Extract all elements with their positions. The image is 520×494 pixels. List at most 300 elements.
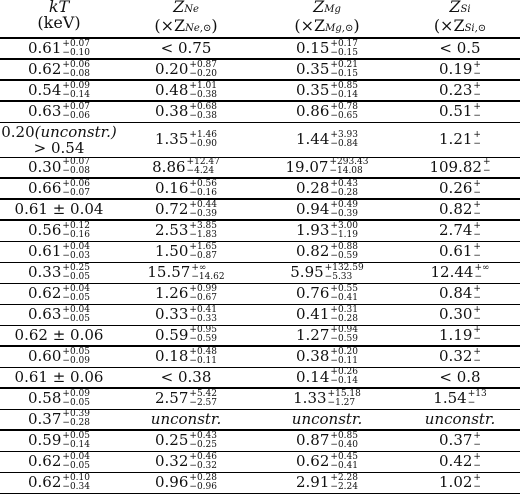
error-bounds	[330, 201, 358, 219]
lower-error: −	[474, 271, 482, 282]
lower-error: −0.90	[189, 138, 217, 149]
error-bounds	[189, 222, 217, 240]
cell-value: 12.44	[430, 263, 474, 281]
lower-error: −0.32	[189, 460, 217, 471]
error-bounds	[191, 264, 224, 282]
lower-error: −0.28	[330, 313, 358, 324]
cell-value: 0.15	[296, 39, 330, 57]
upper-error: +0.09	[62, 388, 90, 399]
error-bounds	[62, 390, 90, 408]
error-bounds	[473, 432, 481, 450]
lower-error: −0.05	[62, 271, 90, 282]
error-bounds	[189, 432, 217, 450]
error-bounds	[62, 264, 90, 282]
lower-error: −0.03	[62, 250, 90, 261]
upper-error: +	[473, 325, 481, 336]
error-bounds	[189, 103, 217, 121]
lower-error: −0.14	[330, 89, 358, 100]
error-bounds	[62, 453, 90, 471]
lower-error: −	[473, 138, 481, 149]
cell-mg	[254, 157, 400, 178]
upper-error: +0.88	[330, 241, 358, 252]
cell-mg	[254, 262, 400, 283]
cell-value: 0.61	[28, 39, 62, 57]
cell-si	[400, 122, 520, 157]
lower-error: −	[467, 397, 476, 408]
cell-kt	[0, 80, 118, 101]
upper-error: +	[473, 472, 481, 483]
table-row	[0, 178, 520, 199]
cell-ne	[118, 409, 254, 430]
cell-value: 0.48	[155, 81, 189, 99]
table-row	[0, 122, 520, 157]
cell-mg	[254, 472, 400, 493]
upper-error: +0.49	[330, 199, 358, 210]
lower-error: −0.59	[330, 334, 358, 345]
cell-value: 1.50	[155, 242, 189, 260]
cell-value: 1.35	[155, 130, 189, 148]
cell-value: 0.62	[28, 473, 62, 491]
cell-ne	[118, 101, 254, 122]
cell-ne	[118, 199, 254, 220]
cell-value: 0.14	[296, 367, 330, 386]
upper-error: +12.47	[186, 157, 220, 168]
cell-mg	[254, 346, 400, 367]
upper-error: +0.68	[189, 101, 217, 112]
cell-value: unconstr.	[150, 410, 222, 428]
table-row	[0, 59, 520, 80]
upper-error: +0.45	[330, 451, 358, 462]
cell-value: 0.41	[296, 305, 330, 323]
cell-ne	[118, 388, 254, 409]
error-bounds	[189, 390, 217, 408]
upper-error: +0.99	[189, 283, 217, 294]
cell-value: 0.58	[28, 389, 62, 408]
upper-error: +0.95	[189, 325, 217, 336]
cell-value: 2.53	[155, 221, 189, 240]
cell-value: 15.57	[147, 263, 191, 281]
cell-mg	[254, 283, 400, 304]
cell-ne	[118, 241, 254, 262]
lower-error: −	[473, 334, 481, 345]
cell-value: 0.61 ± 0.04	[14, 200, 104, 219]
cell-ne	[118, 157, 254, 178]
lower-error: −0.07	[62, 187, 90, 198]
lower-error: −	[473, 110, 481, 121]
cell-value: 0.33	[28, 263, 62, 281]
lower-error: −	[473, 250, 481, 261]
upper-error: +0.85	[330, 80, 358, 91]
upper-error: +0.43	[189, 430, 217, 441]
cell-kt	[0, 262, 118, 283]
cell-note: (unconstr.)	[34, 123, 117, 141]
lower-error: −0.05	[62, 292, 90, 303]
cell-value: 0.62 ± 0.06	[14, 326, 104, 344]
error-bounds	[473, 453, 481, 471]
error-bounds	[330, 432, 358, 450]
lower-error: −0.84	[330, 138, 358, 149]
cell-si	[400, 38, 520, 59]
cell-value: 0.20	[155, 60, 189, 78]
upper-error: +0.43	[330, 178, 358, 189]
upper-error: +0.39	[62, 409, 90, 420]
cell-mg	[254, 80, 400, 101]
cell-value: 0.59	[155, 325, 189, 344]
cell-kt	[0, 388, 118, 409]
upper-error: +0.87	[189, 59, 217, 70]
upper-error: +0.28	[189, 472, 217, 483]
cell-value: 1.26	[155, 284, 189, 302]
cell-ne	[118, 262, 254, 283]
lower-error: −4.24	[186, 166, 215, 177]
lower-error: −0.16	[62, 229, 90, 240]
cell-value: < 0.8	[439, 368, 481, 386]
cell-mg	[254, 409, 400, 430]
table-row	[0, 304, 520, 325]
error-bounds	[330, 285, 358, 303]
header-zsi-sub: Si	[460, 4, 471, 15]
table-row	[0, 283, 520, 304]
cell-value: 0.60	[28, 347, 62, 366]
error-bounds	[62, 474, 90, 492]
error-bounds	[62, 222, 90, 240]
cell-kt	[0, 451, 118, 472]
cell-value: 0.62	[28, 284, 62, 302]
upper-error: +0.04	[62, 241, 90, 252]
error-bounds	[189, 306, 217, 324]
lower-error: −0.28	[62, 418, 90, 429]
cell-ne	[118, 38, 254, 59]
table-row	[0, 241, 520, 262]
cell-ne	[118, 451, 254, 472]
lower-error: −0.59	[330, 250, 358, 261]
upper-error: +0.26	[330, 367, 358, 378]
cell-value: 0.51	[439, 102, 473, 121]
error-bounds	[473, 474, 481, 492]
upper-error: +0.94	[330, 325, 358, 336]
cell-mg	[254, 304, 400, 325]
error-bounds	[330, 243, 358, 261]
upper-error: +∞	[191, 262, 207, 273]
upper-error: +0.10	[62, 472, 90, 483]
cell-ne	[118, 367, 254, 388]
lower-error: −0.65	[330, 110, 358, 121]
cell-value: 0.62	[28, 452, 62, 470]
cell-si	[400, 59, 520, 80]
table-row	[0, 409, 520, 430]
lower-error: −0.38	[189, 89, 217, 100]
cell-kt	[0, 472, 118, 493]
table-row	[0, 157, 520, 178]
cell-value: unconstr.	[424, 410, 496, 428]
cell-value: 0.61	[439, 242, 473, 260]
cell-kt	[0, 409, 118, 430]
cell-value: 0.37	[439, 431, 473, 450]
cell-value: 0.61 ± 0.06	[14, 368, 104, 386]
upper-error: +	[473, 451, 481, 462]
lower-error: −5.33	[324, 271, 353, 282]
cell-value: 0.28	[296, 179, 330, 197]
error-bounds	[473, 180, 481, 198]
cell-mg	[254, 430, 400, 451]
cell-value: 0.23	[439, 81, 473, 99]
cell-kt	[0, 199, 118, 220]
lower-error: −0.41	[330, 460, 358, 471]
cell-ne	[118, 122, 254, 157]
cell-ne	[118, 346, 254, 367]
error-bounds	[473, 243, 481, 261]
cell-value: 0.62	[28, 60, 62, 78]
lower-error: −0.59	[189, 334, 217, 345]
upper-error: +	[473, 199, 481, 210]
lower-error: −0.11	[189, 355, 217, 366]
upper-error: +0.07	[62, 157, 90, 168]
upper-error: +1.65	[189, 241, 217, 252]
cell-value: 0.26	[439, 179, 473, 197]
error-bounds	[189, 285, 217, 303]
lower-error: −0.20	[189, 68, 217, 79]
table-body	[0, 38, 520, 493]
upper-error: +0.04	[62, 283, 90, 294]
cell-value: 0.32	[439, 347, 473, 366]
error-bounds	[62, 180, 90, 198]
cell-value: 0.72	[155, 200, 189, 218]
error-bounds	[468, 390, 487, 408]
error-bounds	[187, 158, 220, 176]
cell-mg	[254, 178, 400, 199]
upper-error: +0.07	[62, 38, 90, 49]
table-row	[0, 367, 520, 388]
error-bounds	[473, 61, 481, 79]
lower-error: −	[473, 89, 481, 100]
cell-kt	[0, 59, 118, 80]
upper-error: +0.06	[62, 178, 90, 189]
upper-error: +	[473, 101, 481, 112]
lower-error: −0.67	[189, 292, 217, 303]
lower-error: −14.62	[191, 271, 225, 282]
cell-si	[400, 178, 520, 199]
error-bounds	[483, 158, 491, 176]
lower-error: −0.33	[189, 313, 217, 324]
error-bounds	[330, 103, 358, 121]
cell-kt	[0, 367, 118, 388]
table-row	[0, 451, 520, 472]
upper-error: +0.56	[189, 178, 217, 189]
cell-mg	[254, 199, 400, 220]
cell-si	[400, 262, 520, 283]
cell-value: 0.82	[296, 242, 330, 260]
cell-si	[400, 451, 520, 472]
upper-error: +	[473, 430, 481, 441]
cell-ne	[118, 304, 254, 325]
upper-error: +5.42	[189, 388, 217, 399]
header-zne: ZNe (×ZNe,⊙)	[154, 0, 218, 35]
error-bounds	[189, 61, 217, 79]
cell-value: 5.95	[290, 263, 324, 281]
lower-error: −1.19	[330, 229, 358, 240]
cell-value: 0.42	[439, 452, 473, 470]
cell-kt	[0, 283, 118, 304]
cell-value: 19.07	[285, 157, 329, 176]
cell-value: 0.54	[28, 81, 62, 99]
cell-ne	[118, 80, 254, 101]
lower-error: −0.14	[330, 376, 358, 387]
lower-error: −0.87	[189, 250, 217, 261]
cell-si	[400, 241, 520, 262]
upper-error: +0.25	[62, 262, 90, 273]
error-bounds	[189, 474, 217, 492]
cell-value: < 0.75	[160, 39, 212, 58]
table-row	[0, 472, 520, 493]
cell-value: 0.19	[439, 60, 473, 78]
error-bounds	[189, 201, 217, 219]
error-bounds	[330, 348, 358, 366]
cell-value: 0.20	[1, 123, 35, 141]
cell-kt	[0, 178, 118, 199]
error-bounds	[62, 40, 90, 58]
cell-value: 0.63	[28, 305, 62, 323]
lower-error: −1.83	[189, 229, 217, 240]
cell-ne	[118, 472, 254, 493]
cell-si	[400, 346, 520, 367]
cell-value: 1.44	[296, 130, 330, 148]
cell-ne	[118, 283, 254, 304]
cell-second-line: > 0.54	[33, 139, 85, 157]
lower-error: −0.96	[189, 481, 217, 492]
cell-value: 0.25	[155, 431, 189, 450]
upper-error: +	[473, 59, 481, 70]
cell-value: 0.87	[296, 431, 330, 450]
header-zmg: ZMg (×ZMg,⊙)	[294, 0, 360, 35]
cell-value: 0.82	[439, 200, 473, 218]
error-bounds	[330, 474, 358, 492]
upper-error: +132.59	[324, 262, 364, 273]
cell-value: 1.54	[433, 389, 467, 408]
upper-error: +	[473, 178, 481, 189]
upper-error: +	[473, 80, 481, 91]
upper-error: +15.18	[327, 388, 361, 399]
upper-error: +0.31	[330, 304, 358, 315]
lower-error: −	[473, 68, 481, 79]
error-bounds	[473, 82, 481, 100]
lower-error: −14.08	[329, 166, 363, 177]
lower-error: −0.05	[62, 313, 90, 324]
cell-kt	[0, 430, 118, 451]
lower-error: −0.15	[330, 68, 358, 79]
cell-si	[400, 430, 520, 451]
error-bounds	[189, 131, 217, 149]
cell-value: 1.21	[439, 130, 473, 148]
upper-error: +3.93	[330, 129, 358, 140]
lower-error: −0.11	[330, 355, 358, 366]
cell-value: 0.35	[296, 81, 330, 99]
lower-error: −0.05	[62, 397, 90, 408]
lower-error: −	[473, 229, 481, 240]
cell-kt	[0, 241, 118, 262]
upper-error: +3.85	[189, 220, 217, 231]
cell-si	[400, 220, 520, 241]
lower-error: −0.25	[189, 439, 217, 450]
upper-error: +0.05	[62, 346, 90, 357]
lower-error: −	[473, 355, 481, 366]
upper-error: +0.55	[330, 283, 358, 294]
lower-error: −0.08	[62, 166, 90, 177]
cell-ne	[118, 220, 254, 241]
cell-value: 0.84	[439, 284, 473, 302]
lower-error: −2.57	[189, 397, 217, 408]
lower-error: −0.39	[330, 208, 358, 219]
lower-error: −	[473, 313, 481, 324]
cell-value: unconstr.	[291, 410, 363, 428]
table-header	[0, 0, 520, 38]
error-bounds	[62, 432, 90, 450]
error-bounds	[62, 158, 90, 176]
lower-error: −0.39	[189, 208, 217, 219]
cell-value: 0.37	[28, 409, 62, 428]
error-bounds	[189, 180, 217, 198]
cell-ne	[118, 59, 254, 80]
error-bounds	[473, 326, 481, 344]
lower-error: −0.14	[62, 89, 90, 100]
cell-value: 0.38	[155, 102, 189, 121]
header-zmg-sub: Mg	[324, 4, 341, 15]
cell-value: 0.33	[155, 305, 189, 323]
cell-value: 0.30	[439, 305, 473, 323]
upper-error: +	[473, 241, 481, 252]
cell-kt	[0, 157, 118, 178]
upper-error: +	[473, 220, 481, 231]
upper-error: +∞	[474, 262, 490, 273]
error-bounds	[330, 131, 358, 149]
lower-error: −	[473, 187, 481, 198]
upper-error: +	[473, 283, 481, 294]
upper-error: +	[473, 129, 481, 140]
cell-value: 0.38	[296, 347, 330, 366]
upper-error: +1.01	[189, 80, 217, 91]
cell-kt	[0, 346, 118, 367]
error-bounds	[328, 390, 361, 408]
lower-error: −0.10	[62, 47, 90, 58]
error-bounds	[330, 82, 358, 100]
cell-value: 0.86	[296, 102, 330, 121]
upper-error: +0.41	[189, 304, 217, 315]
lower-error: −0.15	[330, 47, 358, 58]
upper-error: +0.46	[189, 451, 217, 462]
upper-error: +0.05	[62, 430, 90, 441]
cell-value: 0.66	[28, 179, 62, 197]
error-bounds	[62, 61, 90, 79]
cell-value: 0.18	[155, 347, 189, 366]
cell-value: < 0.5	[439, 39, 481, 58]
error-bounds	[189, 82, 217, 100]
table-row	[0, 346, 520, 367]
error-bounds	[62, 348, 90, 366]
lower-error: −	[473, 292, 481, 303]
lower-error: −1.27	[327, 397, 356, 408]
cell-mg	[254, 325, 400, 346]
cell-mg	[254, 59, 400, 80]
table-row	[0, 388, 520, 409]
error-bounds	[189, 243, 217, 261]
table-row	[0, 325, 520, 346]
error-bounds	[330, 306, 358, 324]
upper-error: +0.48	[189, 346, 217, 357]
cell-value: 1.02	[439, 473, 473, 491]
cell-ne	[118, 325, 254, 346]
cell-mg	[254, 388, 400, 409]
upper-error: +0.21	[330, 59, 358, 70]
cell-kt	[0, 325, 118, 346]
